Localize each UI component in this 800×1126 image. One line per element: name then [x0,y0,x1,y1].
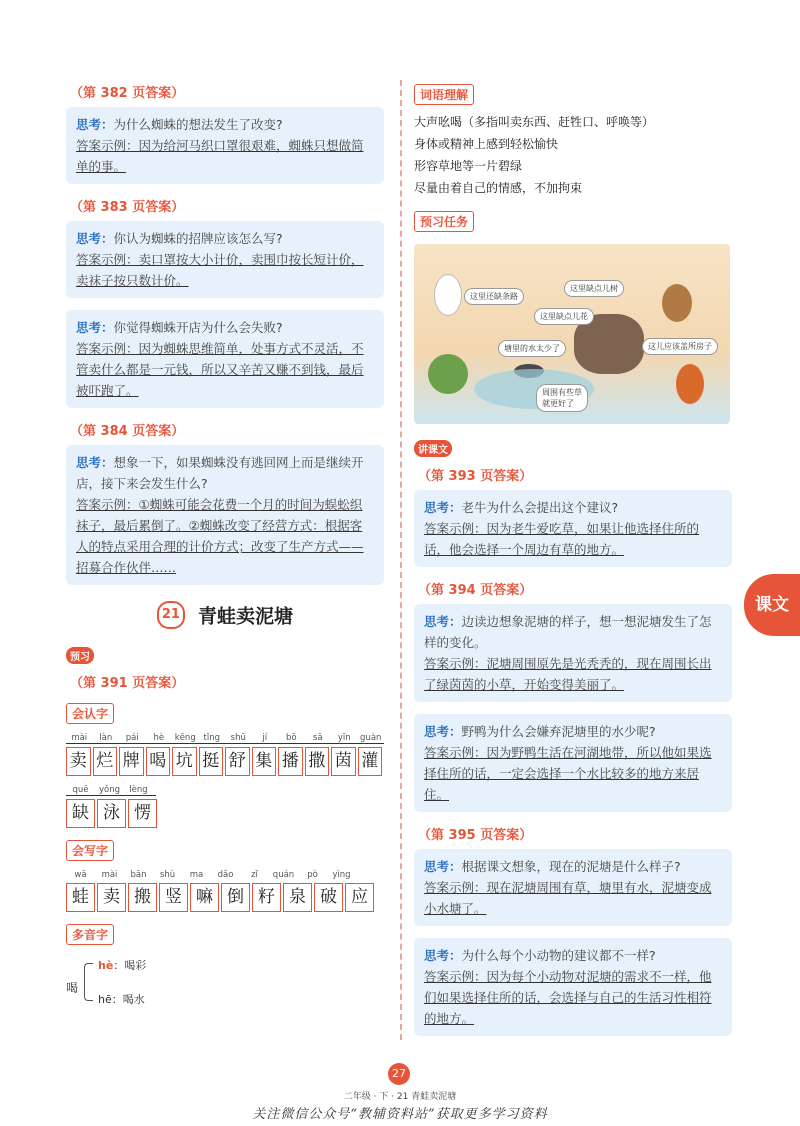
question-text: 野鸭为什么会嫌弃泥塘里的水少呢? [461,724,656,739]
char-cell: 愣 [128,799,157,828]
char-cell: 灌 [358,747,383,776]
pinyin: yìng [332,870,351,880]
pinyin: quán [272,870,295,880]
question-box-395-1 [414,849,732,926]
reading-pinyin: hè [98,959,114,972]
answer-title-382: （第 382 页答案） [70,86,185,101]
think-label: 思考： [76,455,114,470]
char-cell: 竖 [159,883,188,912]
think-label: 思考： [424,859,462,874]
think-label: 思考： [424,500,462,515]
char-cell: 牌 [119,747,144,776]
pinyin: quē [72,785,89,795]
lecture-tag: 讲课文 [414,440,452,457]
pinyin: guàn [360,733,382,743]
vocab-line: 身体或精神上感到轻松愉快 [414,137,559,151]
frog-icon [428,354,468,394]
answer-title-394: （第 394 页答案） [418,583,533,598]
answer-text: 答案示例：因为老牛爱吃草，如果让他选择住所的话，他会选择一个周边有草的地方。 [424,521,700,557]
task-label: 预习任务 [414,211,474,232]
char-cell: 烂 [93,747,118,776]
column-divider [400,80,402,1040]
pinyin: bān [130,870,147,880]
pinyin: ma [189,870,204,880]
answer-text: 答案示例：现在泥塘周围有草，塘里有水，泥塘变成小水塘了。 [424,880,712,916]
vocab-line: 大声吆喝（多指叫卖东西、赶牲口、呼唤等） [414,115,655,129]
answer-text: 答案示例：卖口罩按大小计价，卖围巾按长短计价，卖袜子按只数计价。 [76,252,364,288]
char-cell: 坑 [172,747,197,776]
write-label: 会写字 [66,840,114,861]
pinyin-row-1 [66,730,384,744]
vocab-label: 词语理解 [414,84,474,105]
right-column [414,78,732,1048]
pinyin: kēng [174,733,196,743]
speech-bubble: 这里缺点儿花 [534,308,594,325]
lesson-header [66,601,384,629]
reading-2 [98,991,145,1007]
footer-subtitle: 二年级 · 下 · 21 青蛙卖泥塘 [343,1092,457,1102]
pinyin: shù [159,870,176,880]
pinyin: mài [101,870,118,880]
answer-title-395: （第 395 页答案） [418,828,533,843]
answer-title-384: （第 384 页答案） [70,424,185,439]
answer-text: 答案示例：①蜘蛛可能会花费一个月的时间为蜈蚣织袜子，最后累倒了。②蜘蛛改变了经营方式：根据客人的特点采用合理的计价方式；改变了生产方式——招募合作伙伴…… [76,497,364,575]
answer-title-383: （第 383 页答案） [70,200,185,215]
reading-word: ：喝水 [111,993,145,1006]
char-cell: 嘛 [190,883,219,912]
question-box-394-2 [414,714,732,812]
char-cell: 缺 [66,799,95,828]
vocab-line: 尽量由着自己的情感，不加拘束 [414,181,583,195]
pinyin: pò [307,870,318,880]
preview-illustration [414,244,730,424]
answer-text: 答案示例：因为蜘蛛思维简单，处事方式不灵活，不管卖什么都是一元钱，所以又辛苦又赚不到钱，最后被吓跑了。 [76,341,364,398]
char-cell: 倒 [221,883,250,912]
question-text: 边读边想象泥塘的样子，想一想泥塘发生了怎样的变化。 [424,614,712,650]
speech-bubble: 这里缺点儿树 [564,280,624,297]
think-label: 思考： [424,948,462,963]
pinyin-row-write [66,867,356,880]
recognize-label: 会认字 [66,703,114,724]
char-row-write [66,880,384,912]
speech-bubble: 塘里的水太少了 [498,340,566,357]
pinyin: zǐ [251,870,258,880]
question-text: 想象一下，如果蜘蛛没有逃回网上而是继续开店，接下来会发生什么? [76,455,364,491]
polyphone-char: 喝 [66,981,79,995]
answer-title-393: （第 393 页答案） [418,469,533,484]
polyphone-label: 多音字 [66,924,114,945]
char-cell: 喝 [146,747,171,776]
pinyin: lèng [129,785,148,795]
char-cell: 破 [314,883,343,912]
question-box-383-1 [66,221,384,298]
speech-bubble: 这里还缺条路 [464,288,524,305]
brace-icon [84,963,93,1001]
vocab-list [414,111,732,199]
pinyin: mài [71,733,88,743]
vocab-line: 形容草地等一片碧绿 [414,159,523,173]
char-cell: 播 [278,747,303,776]
char-cell: 撒 [305,747,330,776]
answer-text: 答案示例：因为野鸭生活在河湖地带，所以他如果选择住所的话，一定会选择一个水比较多的地方来居住。 [424,745,712,802]
think-label: 思考： [76,117,114,132]
char-cell: 应 [345,883,374,912]
pinyin: tǐng [203,733,220,743]
think-label: 思考： [424,614,462,629]
question-text: 为什么蜘蛛的想法发生了改变? [113,117,283,132]
pinyin: wā [74,870,87,880]
side-tab-text[interactable]: 课文 [744,574,800,636]
lesson-number: 21 [157,601,185,629]
page-number: 27 [388,1063,410,1085]
char-cell: 蛙 [66,883,95,912]
preview-tag: 预习 [66,647,94,664]
think-label: 思考： [424,724,462,739]
pinyin: yǒng [98,785,120,795]
polyphone-diagram [66,955,384,1015]
pinyin: jí [262,733,268,743]
question-box-383-2 [66,310,384,408]
pinyin: dǎo [217,870,234,880]
monkey-icon [662,284,692,322]
question-text: 根据课文想象，现在的泥塘是什么样子? [461,859,681,874]
think-label: 思考： [76,231,114,246]
char-cell: 卖 [97,883,126,912]
question-text: 你认为蜘蛛的招牌应该怎么写? [113,231,283,246]
speech-bubble: 这儿应该盖所房子 [642,338,718,355]
question-box-393 [414,490,732,567]
answer-title-391: （第 391 页答案） [70,676,185,691]
char-cell: 泉 [283,883,312,912]
reading-pinyin: hē [98,993,112,1006]
reading-1 [98,957,146,973]
fox-icon [676,364,704,404]
char-cell: 卖 [66,747,91,776]
answer-text: 答案示例：因为给河马织口罩很艰难，蜘蛛只想做简单的事。 [76,138,364,174]
char-cell: 舒 [225,747,250,776]
answer-text: 答案示例：泥塘周围原先是光秃秃的，现在周围长出了绿茵茵的小草，开始变得美丽了。 [424,656,712,692]
char-row-2 [66,796,384,828]
question-text: 为什么每个小动物的建议都不一样? [461,948,656,963]
left-column [66,78,384,1015]
char-row-1 [66,744,384,776]
char-cell: 集 [252,747,277,776]
char-cell: 茵 [331,747,356,776]
rabbit-icon [434,274,462,316]
char-cell: 挺 [199,747,224,776]
question-box-384 [66,445,384,585]
pinyin: bō [285,733,297,743]
pinyin: làn [99,733,113,743]
reading-word: ：喝彩 [113,959,147,972]
speech-bubble: 周围有些草就更好了 [536,384,588,412]
question-box-394-1 [414,604,732,702]
char-cell: 搬 [128,883,157,912]
pinyin: sā [312,733,323,743]
question-box-395-2 [414,938,732,1036]
lesson-title: 青蛙卖泥塘 [198,605,294,628]
pinyin: pái [125,733,139,743]
question-box-382 [66,107,384,184]
char-cell: 泳 [97,799,126,828]
pinyin: hè [153,733,165,743]
answer-text: 答案示例：因为每个小动物对泥塘的需求不一样，他们如果选择住所的话，会选择与自己的生活习性相符的地方。 [424,969,712,1026]
pinyin: shū [230,733,246,743]
question-text: 你觉得蜘蛛开店为什么会失败? [113,320,283,335]
char-cell: 籽 [252,883,281,912]
think-label: 思考： [76,320,114,335]
pinyin: yīn [337,733,351,743]
footer-notice: 关注微信公众号“教辅资料站”获取更多学习资料 [252,1107,548,1122]
pinyin-row-2 [66,782,156,796]
question-text: 老牛为什么会提出这个建议? [461,500,619,515]
